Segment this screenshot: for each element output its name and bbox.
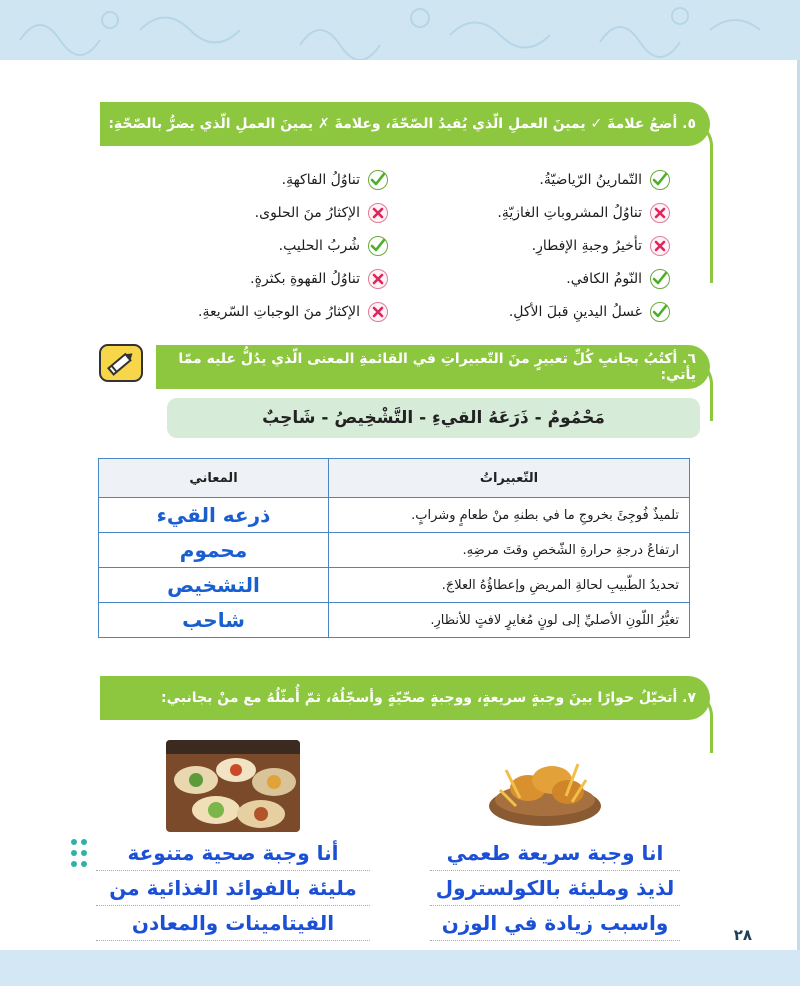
healthy-line-1: أنا وجبة صحية متنوعة <box>96 836 370 871</box>
q5-item-text: غسلُ اليدينِ قبلَ الأكلِ. <box>508 304 642 320</box>
q5-item-text: الإكثارُ منَ الوجباتِ السّريعةِ. <box>198 304 360 320</box>
fast-food-image <box>486 740 604 830</box>
q5-item-text: تناوُلُ الفاكهةِ. <box>281 172 360 188</box>
q5-banner <box>100 102 710 146</box>
q5-item-text: تأخيرُ وجبةِ الإفطارِ. <box>531 238 642 254</box>
healthy-meal-image <box>166 740 300 832</box>
answer-cell[interactable]: ذرعه القيء <box>99 498 329 533</box>
check-mark-icon <box>650 302 670 322</box>
q5-item <box>509 302 670 322</box>
table-row <box>99 498 690 533</box>
word-bank <box>167 398 700 438</box>
pencil-icon <box>98 343 144 383</box>
bottom-decorative-band <box>0 950 800 986</box>
q5-item-text: تناوُلُ المشروباتِ الغازيّةِ. <box>497 205 642 221</box>
q5-item-text: الإكثارُ منَ الحلوى. <box>254 205 360 221</box>
check-mark-icon <box>650 170 670 190</box>
q7-banner <box>100 676 710 720</box>
answer-cell[interactable]: التشخيص <box>99 568 329 603</box>
table-row <box>99 603 690 638</box>
healthy-line-2: مليئة بالفوائد الغذائية من <box>96 871 370 906</box>
answer-cell[interactable]: شاحب <box>99 603 329 638</box>
cross-mark-icon <box>368 203 388 223</box>
check-mark-icon <box>650 269 670 289</box>
q5-item-text: النّومُ الكافي. <box>566 271 642 287</box>
q5-item <box>198 302 388 322</box>
q5-item <box>532 236 670 256</box>
q5-instruction: ٥. أضعُ علامةَ ✓ يمينَ العملِ الّذي يُفيدُ الصّحّةَ، وعلامةَ ✗ يمينَ العملِ الّذي يضرُّ بالصّحّةِ: <box>108 116 696 132</box>
arabesque-pattern <box>0 0 800 60</box>
page-number: ٢٨ <box>733 926 752 944</box>
cross-mark-icon <box>650 203 670 223</box>
cross-mark-icon <box>650 236 670 256</box>
word-bank-text: مَحْمُومٌ - ذَرَعَهُ القيءِ - التَّشْخِيصُ - شَاحِبٌ <box>262 408 605 428</box>
q6-banner <box>156 345 710 389</box>
answer-cell[interactable]: محموم <box>99 533 329 568</box>
header-meanings: المعاني <box>99 459 329 498</box>
healthy-answer <box>96 836 370 941</box>
check-mark-icon <box>368 236 388 256</box>
expression-cell: تحديدُ الطّبيبِ لحالةِ المريضِ وإعطاؤُهُ العلاجَ. <box>329 568 690 603</box>
header-expressions: التّعبيراتُ <box>329 459 690 498</box>
healthy-line-3: الفيتامينات والمعادن <box>96 906 370 941</box>
q5-item-text: شُربُ الحليبِ. <box>278 238 360 254</box>
fast-food-line-2: لذيذ ومليئة بالكولسترول <box>430 871 680 906</box>
cross-mark-icon <box>368 302 388 322</box>
q5-item <box>566 269 670 289</box>
table-row <box>99 533 690 568</box>
q7-instruction: ٧. أتخيّلُ حوارًا بينَ وجبةٍ سريعةٍ، ووجبةٍ صحّيّةٍ وأسجّلُهُ، ثمّ أُمثّلُهُ مع منْ بجانبي: <box>161 690 696 706</box>
q5-item-text: تناوُلُ القهوةِ بكثرةٍ. <box>250 271 360 287</box>
fast-food-line-1: انا وجبة سريعة طعمي <box>430 836 680 871</box>
cross-mark-icon <box>368 269 388 289</box>
q5-item <box>282 170 388 190</box>
q5-item <box>250 269 388 289</box>
expression-cell: ارتفاعُ درجةِ حرارةِ الشّخصِ وقتَ مرضِهِ. <box>329 533 690 568</box>
fast-food-line-3: واسبب زيادة في الوزن <box>430 906 680 941</box>
q5-item <box>279 236 388 256</box>
top-decorative-band <box>0 0 800 60</box>
table-row <box>99 568 690 603</box>
dialog-dots-icon <box>70 838 94 868</box>
q5-item <box>497 203 670 223</box>
q5-item <box>255 203 388 223</box>
q5-item-text: التّمارينُ الرّياضيّةُ. <box>539 172 642 188</box>
expression-cell: تغيُّرُ اللّونِ الأصليِّ إلى لونٍ مُغايرٍ لافتٍ للأنظارِ. <box>329 603 690 638</box>
fast-food-answer <box>430 836 680 941</box>
check-mark-icon <box>368 170 388 190</box>
q5-item <box>539 170 670 190</box>
expression-cell: تلميذٌ فُوجِئَ بخروجِ ما في بطنهِ منْ طعامٍ وشرابٍ. <box>329 498 690 533</box>
meanings-table <box>98 458 690 638</box>
q6-instruction: ٦. أكتُبُ بجانبِ كُلِّ تعبيرٍ منَ التّعبيراتِ في القائمةِ المعنى الّذي يدُلُّ عليه ممّا يأتي: <box>178 351 696 383</box>
